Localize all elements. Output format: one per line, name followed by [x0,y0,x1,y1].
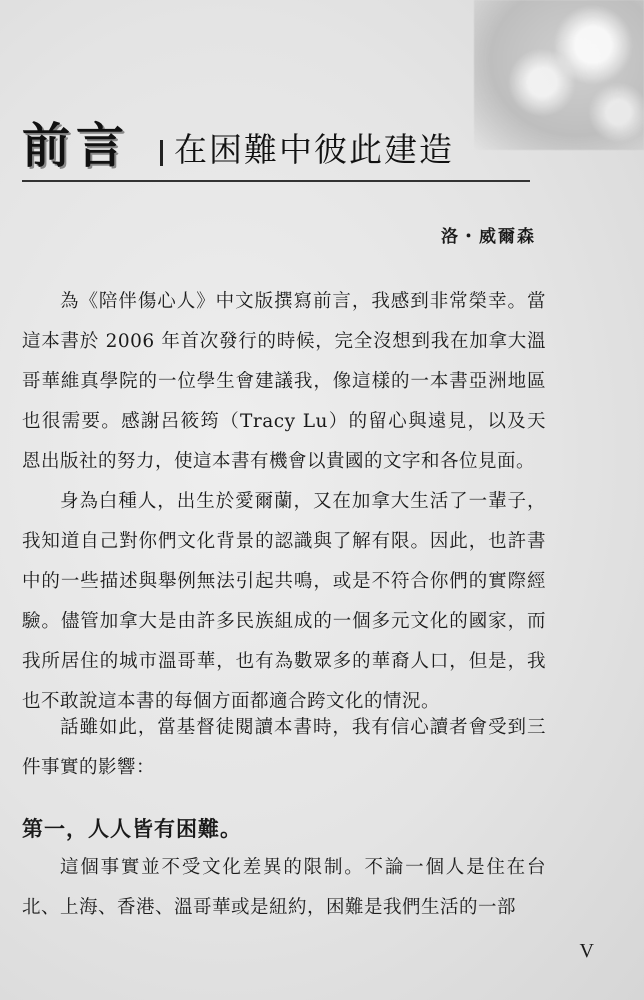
heading-rule [22,180,530,182]
heading-divider [160,140,163,166]
paragraph-text: 這個事實並不受文化差異的限制。不論一個人是住在台北、上海、香港、溫哥華或是紐約，困難是我們生活的一部 [22,857,546,918]
paragraph-text: 話雖如此，當基督徒閱讀本書時，我有信心讀者會受到三件事實的影響： [22,717,546,778]
paragraph-1 [22,282,546,482]
heading-subtitle: 在困難中彼此建造 [174,130,454,169]
heading-title: 前言 [22,118,131,174]
author-name: 洛・威爾森 [441,227,536,247]
page-number: V [579,940,594,962]
paragraph-text: 身為白種人，出生於愛爾蘭，又在加拿大生活了一輩子，我知道自己對你們文化背景的認識與了解有限。因此，也許書中的一些描述與舉例無法引起共鳴，或是不符合你們的實際經驗。儘管加拿大是由許多民族組成的一個多元文化的國家，而我所居住的城市溫哥華，也有為數眾多的華裔人口，但是，我也不敢說這本書的每個方面都適合跨文化的情況。 [22,491,546,712]
paragraph-4 [22,848,546,928]
chapter-heading [22,118,542,180]
paragraph-3 [22,708,546,788]
paragraph-2 [22,482,546,722]
section-heading: 第一，人人皆有困難。 [22,817,242,841]
paragraph-text: 為《陪伴傷心人》中文版撰寫前言，我感到非常榮幸。當這本書於 2006 年首次發行的時候，完全沒想到我在加拿大溫哥華維真學院的一位學生會建議我，像這樣的一本書亞洲地區也很需要。感謝呂筱筠（Tracy Lu）的留心與遠見，以及天恩出版社的努力，使這本書有機會以貴國的文字和各位見面。 [22,291,546,472]
